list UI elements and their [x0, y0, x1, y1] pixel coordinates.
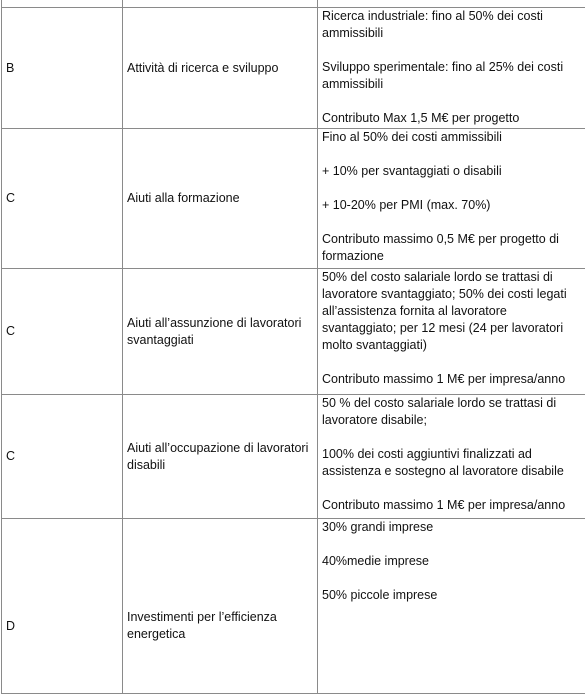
row-code-cell: B — [2, 8, 123, 129]
table-row — [2, 269, 585, 395]
row-benefits-cell — [318, 0, 585, 8]
row-benefits-cell — [318, 269, 585, 395]
row-code-cell — [2, 0, 123, 8]
table-row — [2, 395, 585, 519]
row-code-cell: C — [2, 269, 123, 395]
benefit-text: 30% grandi imprese — [322, 519, 584, 536]
benefit-text: Contributo massimo 0,5 M€ per progetto di formazione — [322, 231, 584, 265]
row-activity-cell: Investimenti per l’efficienza energetica — [123, 519, 318, 694]
row-activity-cell: Attività di ricerca e sviluppo — [123, 8, 318, 129]
benefit-text: + 10-20% per PMI (max. 70%) — [322, 197, 584, 214]
benefit-text: Sviluppo sperimentale: fino al 25% dei costi ammissibili — [322, 59, 584, 93]
benefit-text: Contributo Max 1,5 M€ per progetto — [322, 110, 584, 127]
benefit-text: 40%medie imprese — [322, 553, 584, 570]
table-row — [2, 129, 585, 269]
benefit-text: Ricerca industriale: fino al 50% dei costi ammissibili — [322, 8, 584, 42]
benefit-text: Fino al 50% dei costi ammissibili — [322, 129, 584, 146]
benefit-text: Contributo massimo 1 M€ per impresa/anno — [322, 371, 584, 388]
row-benefits-cell — [318, 129, 585, 269]
row-code-cell: C — [2, 395, 123, 519]
row-code-cell: D — [2, 519, 123, 694]
row-activity-cell: Aiuti alla formazione — [123, 129, 318, 269]
benefit-text: 50% piccole imprese — [322, 587, 584, 604]
row-activity-cell: Aiuti all’assunzione di lavoratori svantaggiati — [123, 269, 318, 395]
benefit-text: Contributo massimo 1 M€ per impresa/anno — [322, 497, 584, 514]
aid-table — [1, 0, 585, 694]
table-row — [2, 519, 585, 694]
row-activity-cell: Aiuti all’occupazione di lavoratori disabili — [123, 395, 318, 519]
row-benefits-cell — [318, 395, 585, 519]
benefit-text: + 10% per svantaggiati o disabili — [322, 163, 584, 180]
benefit-text: 50% del costo salariale lordo se trattasi di lavoratore svantaggiato; 50% dei costi legati all’assistenza fornita al lavoratore svantaggiato; per 12 mesi (24 per lavoratori molto svantaggiati) — [322, 269, 584, 354]
row-code-cell: C — [2, 129, 123, 269]
benefit-text: 100% dei costi aggiuntivi finalizzati ad assistenza e sostegno al lavoratore disabile — [322, 446, 584, 480]
benefit-text: 50 % del costo salariale lordo se trattasi di lavoratore disabile; — [322, 395, 584, 429]
row-benefits-cell — [318, 519, 585, 694]
table-row — [2, 8, 585, 129]
row-activity-cell — [123, 0, 318, 8]
table-row — [2, 0, 585, 8]
row-benefits-cell — [318, 8, 585, 129]
